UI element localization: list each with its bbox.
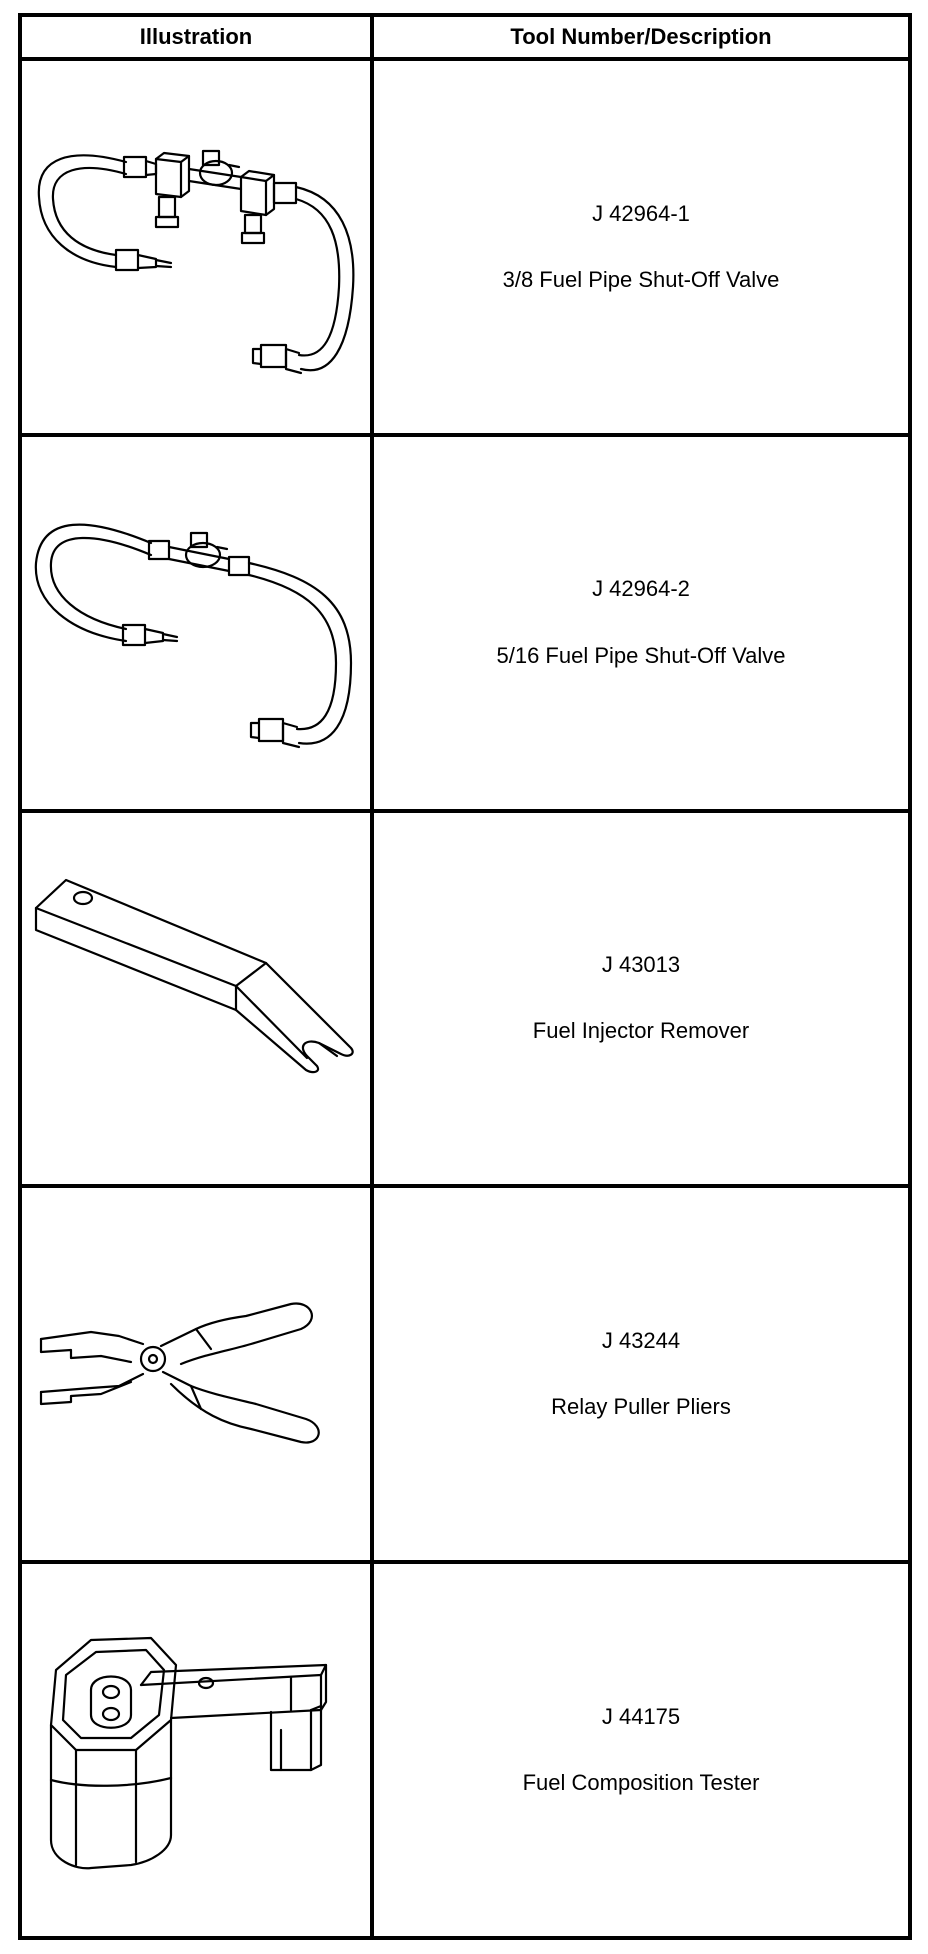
tool-number: J 42964-2 [592, 576, 690, 602]
illustration-cell [20, 435, 372, 811]
table-row [20, 1562, 910, 1938]
tool-number: J 43244 [601, 1327, 681, 1353]
header-row [20, 15, 910, 59]
table-row [20, 59, 910, 435]
illustration-cell [20, 59, 372, 435]
tool-description: 3/8 Fuel Pipe Shut-Off Valve [502, 266, 780, 292]
tool-description: Fuel Composition Tester [522, 1770, 760, 1796]
description-cell [372, 811, 910, 1187]
illustration-cell [20, 1562, 372, 1938]
description-cell [372, 1562, 910, 1938]
fuel-pipe-shutoff-valve-38-icon [31, 87, 361, 407]
tool-number: J 43013 [601, 952, 681, 978]
table-row [20, 811, 910, 1187]
fuel-pipe-shutoff-valve-516-icon [31, 463, 361, 783]
header-description: Tool Number/Description [372, 15, 910, 59]
description-cell [372, 1186, 910, 1562]
table-row [20, 435, 910, 811]
illustration-cell [20, 1186, 372, 1562]
fuel-injector-remover-icon [31, 868, 361, 1128]
description-cell [372, 59, 910, 435]
tool-description: 5/16 Fuel Pipe Shut-Off Valve [496, 642, 786, 668]
tool-description: Relay Puller Pliers [551, 1394, 731, 1420]
tool-description: Fuel Injector Remover [532, 1018, 750, 1044]
tool-number: J 44175 [601, 1703, 681, 1729]
tool-number: J 42964-1 [592, 200, 690, 226]
table-row [20, 1186, 910, 1562]
tool-table [18, 13, 912, 1940]
header-illustration: Illustration [20, 15, 372, 59]
illustration-cell [20, 811, 372, 1187]
description-cell [372, 435, 910, 811]
relay-puller-pliers-icon [31, 1274, 361, 1474]
fuel-composition-tester-icon [31, 1610, 361, 1890]
